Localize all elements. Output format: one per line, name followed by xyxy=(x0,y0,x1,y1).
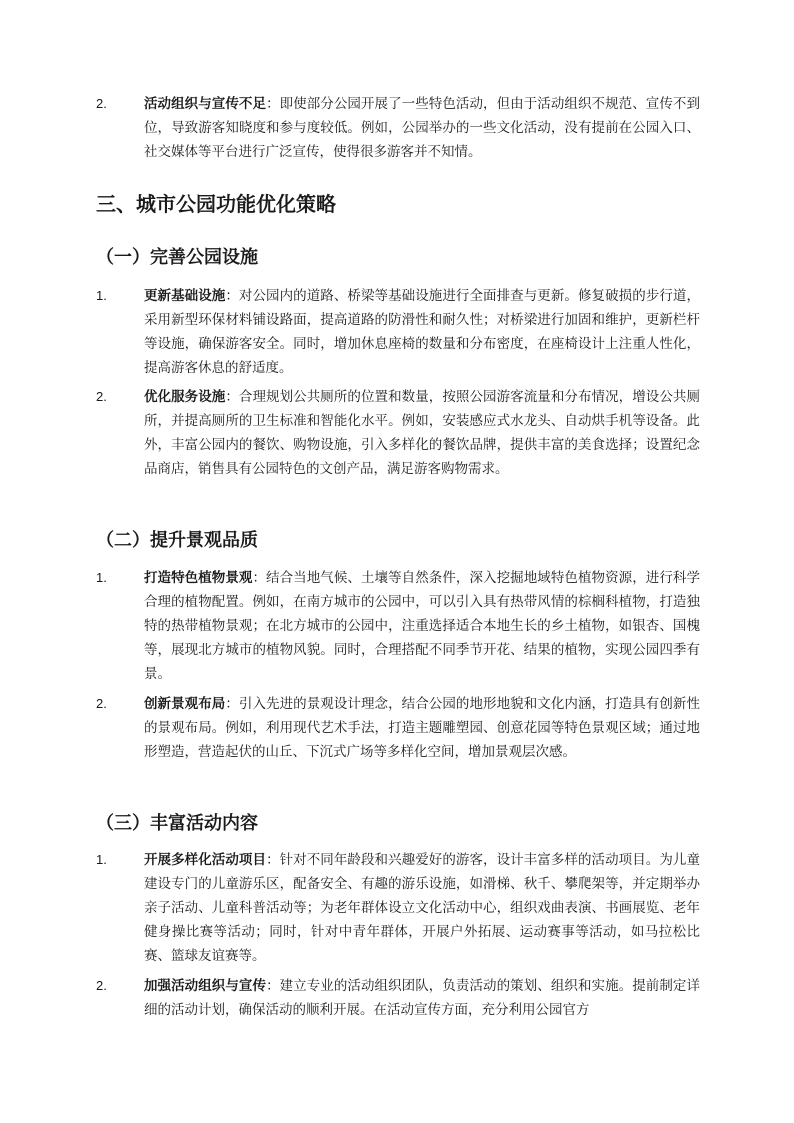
list-item-body xyxy=(144,974,700,1022)
list-number: 2. xyxy=(96,96,107,111)
list-number: 1. xyxy=(96,852,107,867)
list-number: 2. xyxy=(96,389,107,404)
list-item xyxy=(96,566,700,686)
list-item-body xyxy=(144,284,700,380)
list-item xyxy=(96,385,700,481)
list-item-body xyxy=(144,92,700,164)
list-item-title: 打造特色植物景观 xyxy=(144,570,253,586)
list-number: 1. xyxy=(96,570,107,585)
list-item-body xyxy=(144,566,700,686)
list-item-title: 创新景观布局 xyxy=(144,696,226,712)
subsection-heading: （一）完善公园设施 xyxy=(96,247,258,268)
list-item-body xyxy=(144,385,700,481)
subsection-heading: （二）提升景观品质 xyxy=(96,530,258,551)
list-number: 1. xyxy=(96,288,107,303)
list-item-title: 活动组织与宣传不足 xyxy=(144,96,267,112)
list-item xyxy=(96,284,700,380)
list-item-title: 开展多样化活动项目 xyxy=(144,852,267,868)
list-item-body xyxy=(144,848,700,968)
list-item-text: ：合理规划公共厕所的位置和数量，按照公园游客流量和分布情况，增设公共厕所，并提高厕所的卫生标准和智能化水平。例如，安装感应式水龙头、自动烘手机等设备。此外，丰富公园内的餐饮、购物设施，引入多样化的餐饮品牌，提供丰富的美食选择；设置纪念品商店，销售具有公园特色的文创产品，满足游客购物需求。 xyxy=(144,389,700,477)
list-item-title: 优化服务设施 xyxy=(144,389,226,405)
list-item-text: ：针对不同年龄段和兴趣爱好的游客，设计丰富多样的活动项目。为儿童建设专门的儿童游乐区，配备安全、有趣的游乐设施，如滑梯、秋千、攀爬架等，并定期举办亲子活动、儿童科普活动等；为老年群体设立文化活动中心，组织戏曲表演、书画展览、老年健身操比赛等活动；同时，针对中青年群体，开展户外拓展、运动赛事等活动，如马拉松比赛、篮球友谊赛等。 xyxy=(144,852,700,964)
section-title: 三、城市公园功能优化策略 xyxy=(96,192,336,216)
list-item xyxy=(96,92,700,164)
list-item xyxy=(96,974,700,1022)
list-item-title: 更新基础设施 xyxy=(144,288,226,304)
list-item-text: ：引入先进的景观设计理念，结合公园的地形地貌和文化内涵，打造具有创新性的景观布局。例如，利用现代艺术手法，打造主题雕塑园、创意花园等特色景观区域；通过地形塑造，营造起伏的山丘、下沉式广场等多样化空间，增加景观层次感。 xyxy=(144,696,700,760)
list-item-text: ：即使部分公园开展了一些特色活动，但由于活动组织不规范、宣传不到位，导致游客知晓度和参与度较低。例如，公园举办的一些文化活动，没有提前在公园入口、社交媒体等平台进行广泛宣传，使得很多游客并不知情。 xyxy=(144,96,700,160)
list-number: 2. xyxy=(96,696,107,711)
list-item-text: ：对公园内的道路、桥梁等基础设施进行全面排查与更新。修复破损的步行道，采用新型环保材料铺设路面，提高道路的防滑性和耐久性；对桥梁进行加固和维护，更新栏杆等设施，确保游客安全。同时，增加休息座椅的数量和分布密度，在座椅设计上注重人性化，提高游客休息的舒适度。 xyxy=(144,288,700,376)
list-number: 2. xyxy=(96,978,107,993)
subsection-heading: （三）丰富活动内容 xyxy=(96,813,258,834)
list-item-text: ：建立专业的活动组织团队，负责活动的策划、组织和实施。提前制定详细的活动计划，确保活动的顺利开展。在活动宣传方面，充分利用公园官方 xyxy=(144,978,700,1018)
list-item xyxy=(96,692,700,764)
list-item-title: 加强活动组织与宣传 xyxy=(144,978,267,994)
list-item xyxy=(96,848,700,968)
list-item-body xyxy=(144,692,700,764)
list-item-text: ：结合当地气候、土壤等自然条件，深入挖掘地域特色植物资源，进行科学合理的植物配置。例如，在南方城市的公园中，可以引入具有热带风情的棕榈科植物，打造独特的热带植物景观；在北方城市的公园中，注重选择适合本地生长的乡土植物，如银杏、国槐等，展现北方城市的植物风貌。同时，合理搭配不同季节开花、结果的植物，实现公园四季有景。 xyxy=(144,570,700,682)
